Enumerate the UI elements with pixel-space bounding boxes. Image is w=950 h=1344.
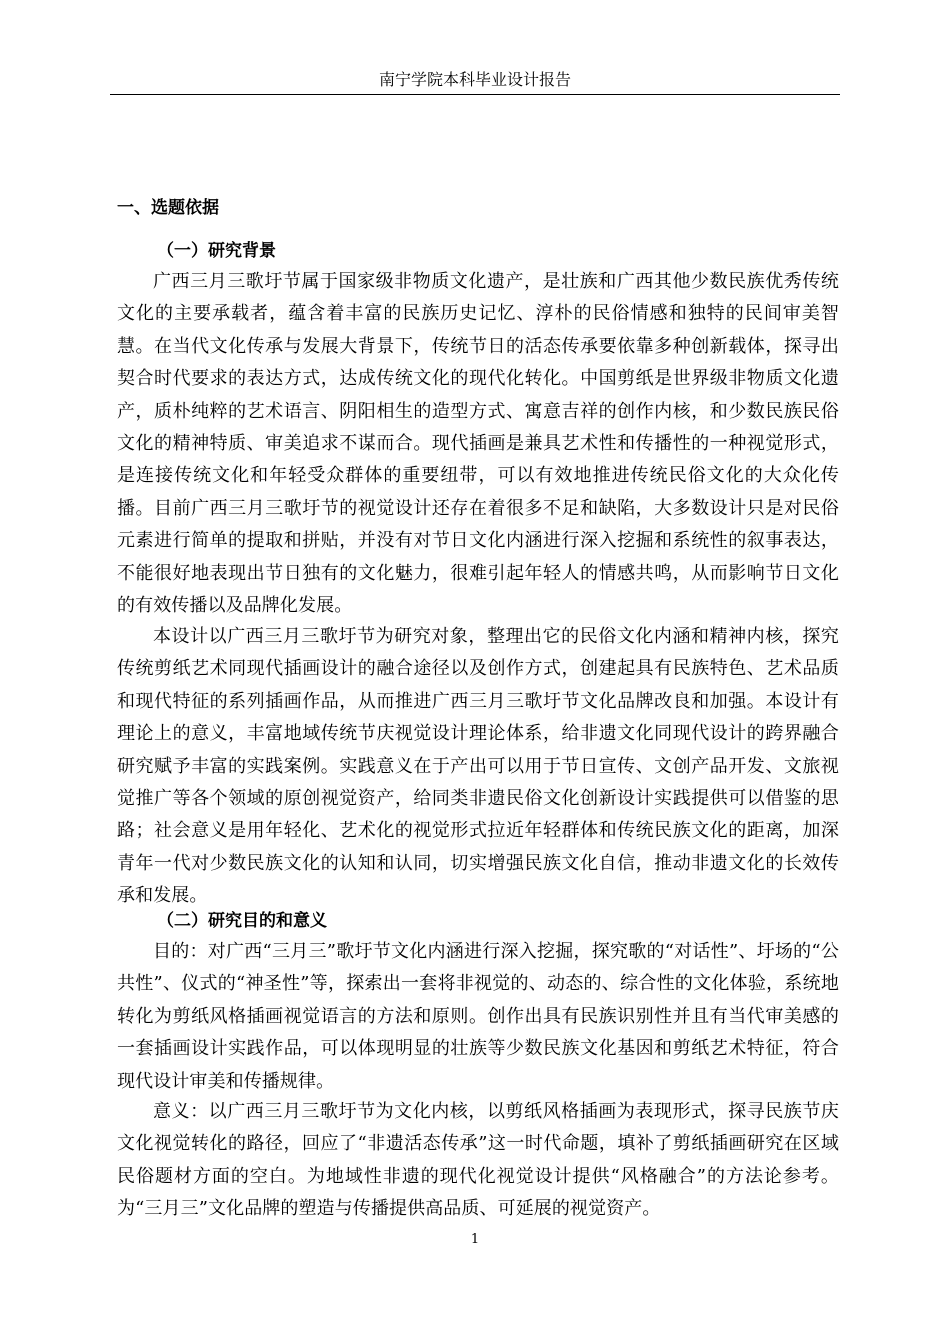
subsection-heading-purpose: （二）研究目的和意义	[157, 911, 327, 931]
paragraph-background-2: 本设计以广西三月三歌圩节为研究对象，整理出它的民俗文化内涵和精神内核，探究传统剪纸艺术同现代插画设计的融合途径以及创作方式，创建起具有民族特色、艺术品质和现代特征的系列插画作品，从而推进广西三月三歌圩节文化品牌改良和加强。本设计有理论上的意义，丰富地域传统节庆视觉设计理论体系，给非遗文化同现代设计的跨界融合研究赋予丰富的实践案例。实践意义在于产出可以用于节日宣传、文创产品开发、文旅视觉推广等各个领域的原创视觉资产，给同类非遗民俗文化创新设计实践提供可以借鉴的思路；社会意义是用年轻化、艺术化的视觉形式拉近年轻群体和传统民族文化的距离，加深青年一代对少数民族文化的认知和认同，切实增强民族文化自信，推动非遗文化的长效传承和发展。	[117, 626, 839, 907]
section-heading: 一、选题依据	[117, 198, 219, 218]
subsection-heading-background: （一）研究背景	[157, 241, 276, 261]
paragraph-significance: 意义：以广西三月三歌圩节为文化内核，以剪纸风格插画为表现形式，探寻民族节庆文化视觉转化的路径，回应了“非遗活态传承”这一时代命题，填补了剪纸插画研究在区域民俗题材方面的空白。为地域性非遗的现代化视觉设计提供“风格融合”的方法论参考。为“三月三”文化品牌的塑造与传播提供高品质、可延展的视觉资产。	[117, 1101, 839, 1220]
paragraph-background-1: 广西三月三歌圩节属于国家级非物质文化遗产，是壮族和广西其他少数民族优秀传统文化的主要承载者，蕴含着丰富的民族历史记忆、淳朴的民俗情感和独特的民间审美智慧。在当代文化传承与发展大背景下，传统节日的活态传承要依靠多种创新载体，探寻出契合时代要求的表达方式，达成传统文化的现代化转化。中国剪纸是世界级非物质文化遗产，质朴纯粹的艺术语言、阴阳相生的造型方式、寓意吉祥的创作内核，和少数民族民俗文化的精神特质、审美追求不谋而合。现代插画是兼具艺术性和传播性的一种视觉形式，是连接传统文化和年轻受众群体的重要纽带，可以有效地推进传统民俗文化的大众化传播。目前广西三月三歌圩节的视觉设计还存在着很多不足和缺陷，大多数设计只是对民俗元素进行简单的提取和拼贴，并没有对节日文化内涵进行深入挖掘和系统性的叙事表达，不能很好地表现出节日独有的文化魅力，很难引起年轻人的情感共鸣，从而影响节日文化的有效传播以及品牌化发展。	[117, 271, 839, 617]
header-divider	[110, 94, 840, 95]
paragraph-purpose: 目的：对广西“三月三”歌圩节文化内涵进行深入挖掘，探究歌的“对话性”、圩场的“公共性”、仪式的“神圣性”等，探索出一套将非视觉的、动态的、综合性的文化体验，系统地转化为剪纸风格插画视觉语言的方法和原则。创作出具有民族识别性并且有当代审美感的一套插画设计实践作品，可以体现明显的壮族等少数民族文化基因和剪纸艺术特征，符合现代设计审美和传播规律。	[117, 941, 839, 1092]
page-number: 1	[470, 1232, 480, 1247]
running-header: 南宁学院本科毕业设计报告	[378, 70, 571, 89]
